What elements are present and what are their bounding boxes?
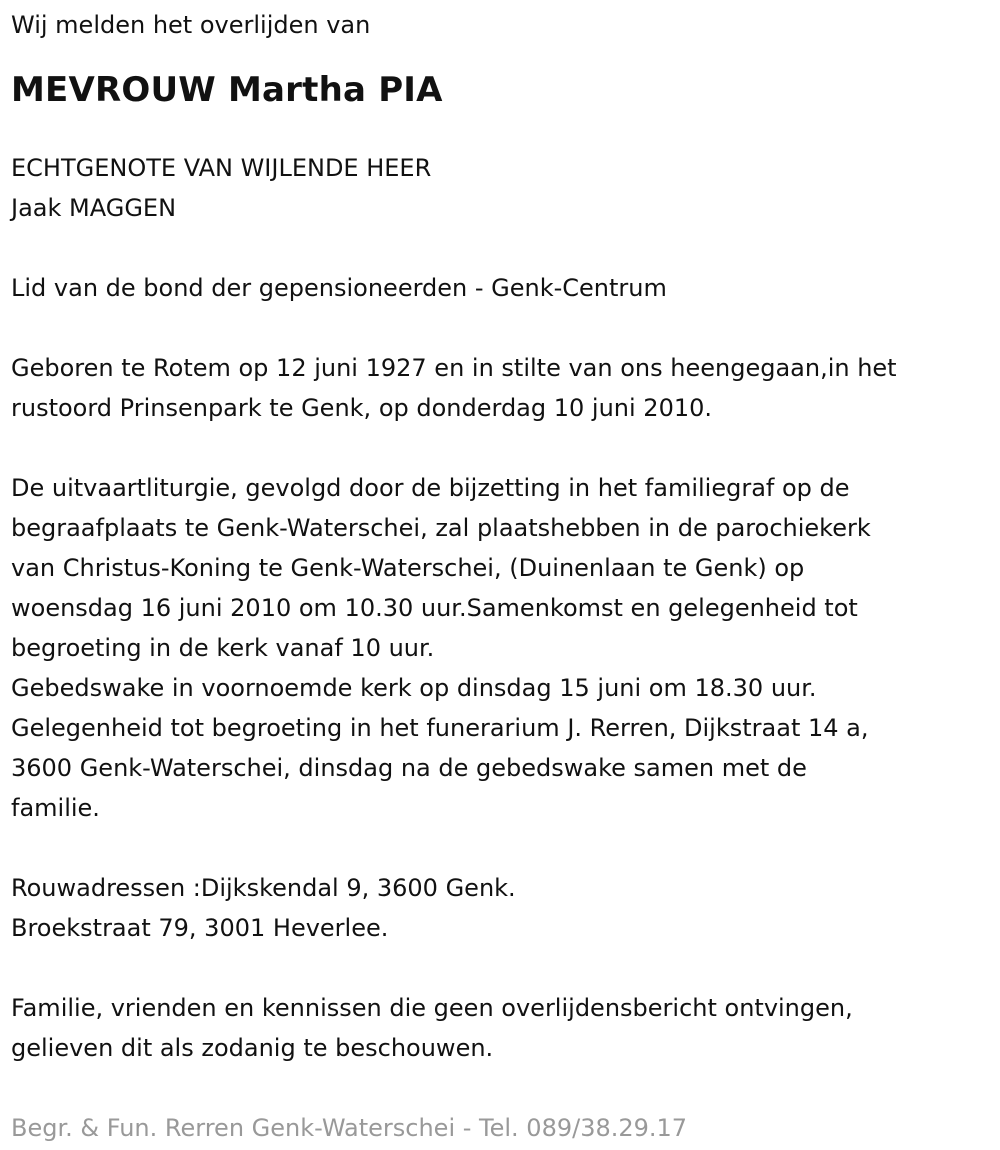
paragraph-line: van Christus-Koning te Genk-Waterschei, (Duinenlaan te Genk) op [11, 554, 805, 582]
paragraph-line: Familie, vrienden en kennissen die geen overlijdensbericht ontvingen, [11, 994, 853, 1022]
paragraph-line: De uitvaartliturgie, gevolgd door de bijzetting in het familiegraf op de [11, 474, 850, 502]
paragraph-line: familie. [11, 794, 100, 822]
paragraph-line: gelieven dit als zodanig te beschouwen. [11, 1034, 494, 1062]
ceremony-paragraph [11, 468, 990, 828]
addresses-block [11, 868, 990, 948]
intro-text: Wij melden het overlijden van [11, 11, 371, 39]
address-line: Broekstraat 79, 3001 Heverlee. [11, 914, 389, 942]
paragraph-line: woensdag 16 juni 2010 om 10.30 uur.Samenkomst en gelegenheid tot [11, 594, 858, 622]
birth-death-paragraph [11, 348, 990, 428]
paragraph-line: Gebedswake in voornoemde kerk op dinsdag 15 juni om 18.30 uur. [11, 674, 817, 702]
paragraph-line: Gelegenheid tot begroeting in het funerarium J. Rerren, Dijkstraat 14 a, [11, 714, 869, 742]
address-line: Rouwadressen :Dijkskendal 9, 3600 Genk. [11, 874, 516, 902]
paragraph-line: begroeting in de kerk vanaf 10 uur. [11, 634, 435, 662]
closing-paragraph [11, 988, 990, 1068]
spouse-name: Jaak MAGGEN [11, 194, 177, 222]
spouse-block [11, 148, 990, 228]
paragraph-line: Geboren te Rotem op 12 juni 1927 en in stilte van ons heengegaan,in het [11, 354, 897, 382]
paragraph-line: begraafplaats te Genk-Waterschei, zal plaatshebben in de parochiekerk [11, 514, 871, 542]
spouse-line: ECHTGENOTE VAN WIJLENDE HEER [11, 154, 432, 182]
membership-text: Lid van de bond der gepensioneerden - Genk-Centrum [11, 274, 667, 302]
paragraph-line: 3600 Genk-Waterschei, dinsdag na de gebedswake samen met de [11, 754, 807, 782]
deceased-name: MEVROUW Martha PIA [11, 70, 443, 110]
paragraph-line: rustoord Prinsenpark te Genk, op donderdag 10 juni 2010. [11, 394, 713, 422]
funeral-home-footer: Begr. & Fun. Rerren Genk-Waterschei - Tel. 089/38.29.17 [11, 1114, 688, 1142]
